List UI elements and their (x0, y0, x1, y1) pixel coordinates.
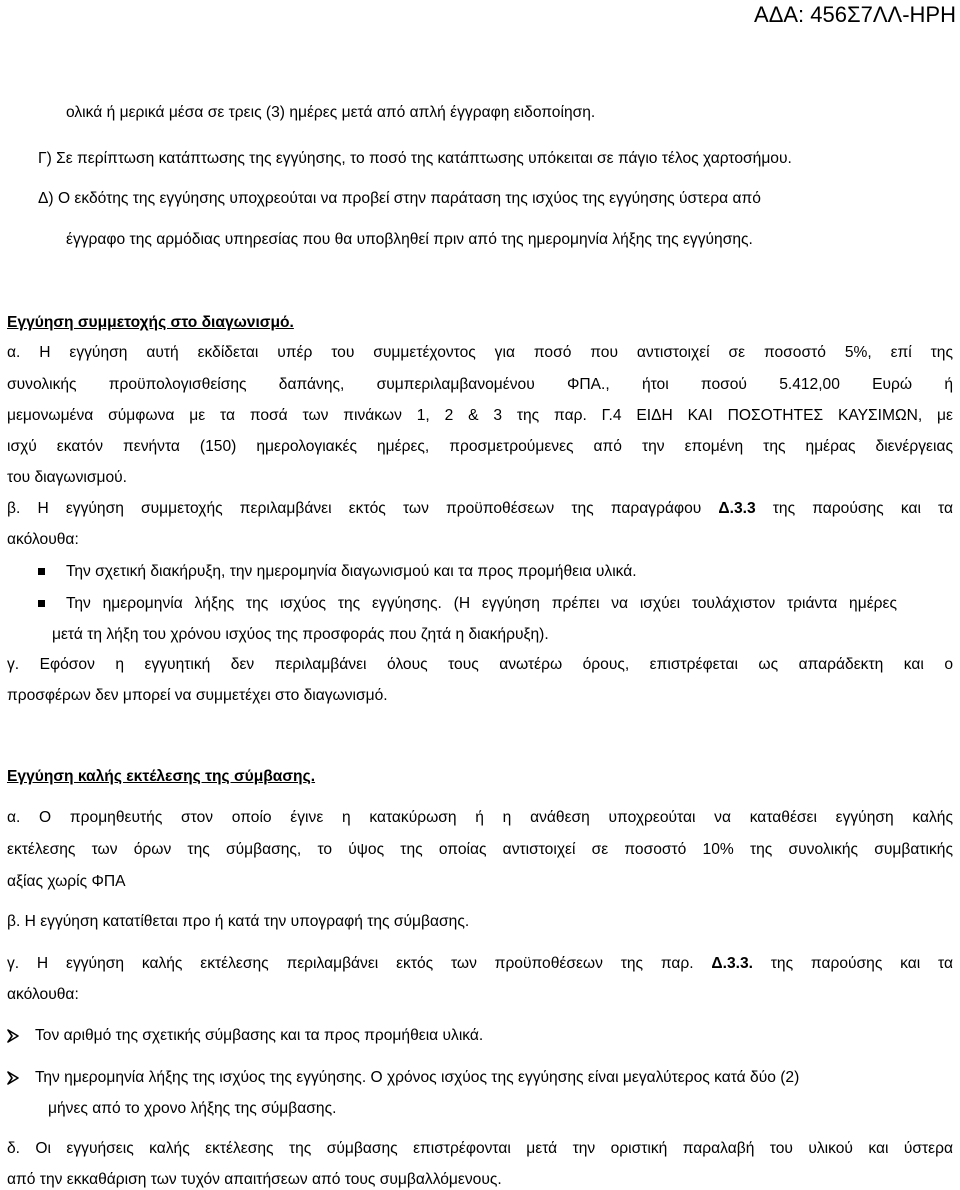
paragraph-line: μεμονωμένα σύμφωνα με τα ποσά των πινάκων 1, 2 & 3 της παρ. Γ.4 ΕΙΔΗ ΚΑΙ ΠΟΣΟΤΗΤΕΣ ΚΑΥΣΙΜΩΝ, με (7, 407, 953, 424)
paragraph-line: συνολικής προϋπολογισθείσης δαπάνης, συμπεριλαμβανομένου ΦΠΑ., ήτοι ποσού 5.412,00 Ευρώ ή (7, 376, 953, 393)
reference-d33: Δ.3.3. (711, 955, 753, 972)
arrow-bullet-icon (7, 1028, 27, 1044)
paragraph-line: από την εκκαθάριση των τυχόν απαιτήσεων από τους συμβαλλόμενους. (7, 1171, 502, 1188)
ada-code: ΑΔΑ: 456Σ7ΛΛ-ΗΡΗ (754, 2, 956, 27)
section-heading-performance: Εγγύηση καλής εκτέλεσης της σύμβασης. (7, 768, 316, 785)
paragraph-line: μετά τη λήξη του χρόνου ισχύος της προσφοράς που ζητά η διακήρυξη). (52, 626, 549, 643)
square-bullet-icon (38, 600, 45, 607)
square-bullet-icon (38, 568, 45, 575)
paragraph-line: α. Ο προμηθευτής στον οποίο έγινε η κατακύρωση ή η ανάθεση υποχρεούται να καταθέσει εγγύηση καλής (7, 809, 953, 826)
paragraph-line: ακόλουθα: (7, 531, 79, 548)
paragraph-line: μήνες από το χρονο λήξης της σύμβασης. (48, 1100, 337, 1117)
paragraph-line: Γ) Σε περίπτωση κατάπτωσης της εγγύησης, το ποσό της κατάπτωσης υπόκειται σε πάγιο τέλος χαρτοσήμου. (38, 150, 792, 167)
paragraph-line: γ. Εφόσον η εγγυητική δεν περιλαμβάνει όλους τους ανωτέρω όρους, επιστρέφεται ως απαράδεκτη και ο (7, 656, 953, 673)
paragraph-line: ακόλουθα: (7, 986, 79, 1003)
paragraph-line: Δ) Ο εκδότης της εγγύησης υποχρεούται να προβεί στην παράταση της ισχύος της εγγύησης ύστερα από (38, 190, 761, 207)
paragraph-line: ισχύ εκατόν πενήντα (150) ημερολογιακές ημέρες, προσμετρούμενες από την επομένη της ημέρας διενέργειας (7, 438, 953, 455)
paragraph-line: αξίας χωρίς ΦΠΑ (7, 873, 126, 890)
section-heading-participation: Εγγύηση συμμετοχής στο διαγωνισμό. (7, 314, 294, 331)
paragraph-line: ολικά ή μερικά μέσα σε τρεις (3) ημέρες μετά από απλή έγγραφη ειδοποίηση. (66, 104, 596, 121)
paragraph-line: α. Η εγγύηση αυτή εκδίδεται υπέρ του συμμετέχοντος για ποσό που αντιστοιχεί σε ποσοστό 5%, επί της (7, 344, 953, 361)
paragraph-line: εκτέλεσης των όρων της σύμβασης, το ύψος της οποίας αντιστοιχεί σε ποσοστό 10% της συνολικής συμβατικής (7, 841, 953, 858)
paragraph-line: προσφέρων δεν μπορεί να συμμετέχει στο διαγωνισμό. (7, 687, 388, 704)
paragraph-line: έγγραφο της αρμόδιας υπηρεσίας που θα υποβληθεί πριν από της ημερομηνία λήξης της εγγύησης. (66, 231, 753, 248)
paragraph-line: δ. Οι εγγυήσεις καλής εκτέλεσης της σύμβασης επιστρέφονται μετά την οριστική παραλαβή του υλικού και ύστερα (7, 1140, 953, 1157)
paragraph-line: β. Η εγγύηση κατατίθεται προ ή κατά την υπογραφή της σύμβασης. (7, 913, 470, 930)
paragraph-line: του διαγωνισμού. (7, 469, 128, 486)
reference-d33: Δ.3.3 (718, 500, 756, 517)
paragraph-line: β. Η εγγύηση συμμετοχής περιλαμβάνει εκτός των προϋποθέσεων της παραγράφου Δ.3.3 της παρούσης και τα (7, 500, 954, 517)
paragraph-line: γ. Η εγγύηση καλής εκτέλεσης περιλαμβάνει εκτός των προϋποθέσεων της παρ. Δ.3.3. της παρούσης και τα (7, 955, 953, 972)
arrow-bullet-icon (7, 1070, 27, 1086)
